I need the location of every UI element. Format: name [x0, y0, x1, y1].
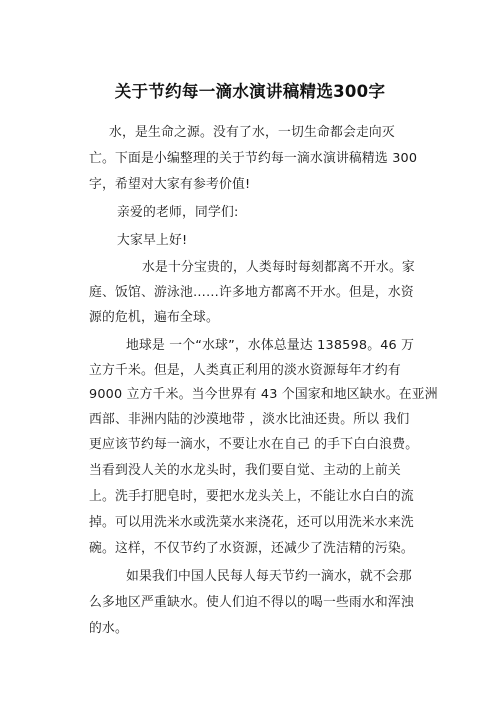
text-line: 上。洗手打肥皂时，要把水龙头关上，不能让水白白的流 [89, 489, 414, 504]
text-line: 庭、饭馆、游泳池……许多地方都离不开水。但是，水资 [89, 285, 414, 300]
text-line: 亲爱的老师，同学们: [117, 205, 239, 220]
text-line: 更应该节约每一滴水，不要让水在自己 的手下白白浪费。 [89, 437, 419, 452]
text-line: 源的危机，遍布全球。 [89, 310, 219, 325]
document-title: 关于节约每一滴水演讲稿精选300字 [114, 82, 386, 101]
text-line: 9000 立方千米。当今世界有 43 个国家和地区缺水。在亚洲 [89, 387, 438, 402]
text-line: 地球是 一个“水球”，水体总量达 138598。46 万 [126, 338, 415, 353]
text-line: 西部、非洲内陆的沙漠地带 ，淡水比油还贵。所以 我们 [89, 412, 410, 427]
text-line: 掉。可以用洗米水或洗菜水来浇花，还可以用洗米水来洗 [89, 515, 414, 530]
text-line: 碗。这样，不仅节约了水资源，还减少了洗洁精的污染。 [89, 541, 414, 556]
text-line: 水，是生命之源。没有了水，一切生命都会走向灭 [109, 125, 395, 140]
text-line: 大家早上好! [117, 233, 188, 248]
text-line: 的水。 [89, 621, 128, 636]
text-line: 立方千米。但是，人类真正利用的淡水资源每年才约有 [89, 363, 401, 378]
text-line: 亡。下面是小编整理的关于节约每一滴水演讲稿精选 300 [89, 151, 418, 166]
text-line: 么多地区严重缺水。使人们迫不得以的喝一些雨水和浑浊 [89, 595, 414, 610]
text-line: 当看到没人关的水龙头时，我们要自觉、主动的上前关 [89, 463, 401, 478]
text-line: 如果我们中国人民每人每天节约一滴水，就不会那 [126, 569, 412, 584]
text-line: 字，希望对大家有参考价值! [89, 177, 251, 192]
text-line: 水是十分宝贵的，人类每时每刻都离不开水。家 [142, 260, 415, 275]
